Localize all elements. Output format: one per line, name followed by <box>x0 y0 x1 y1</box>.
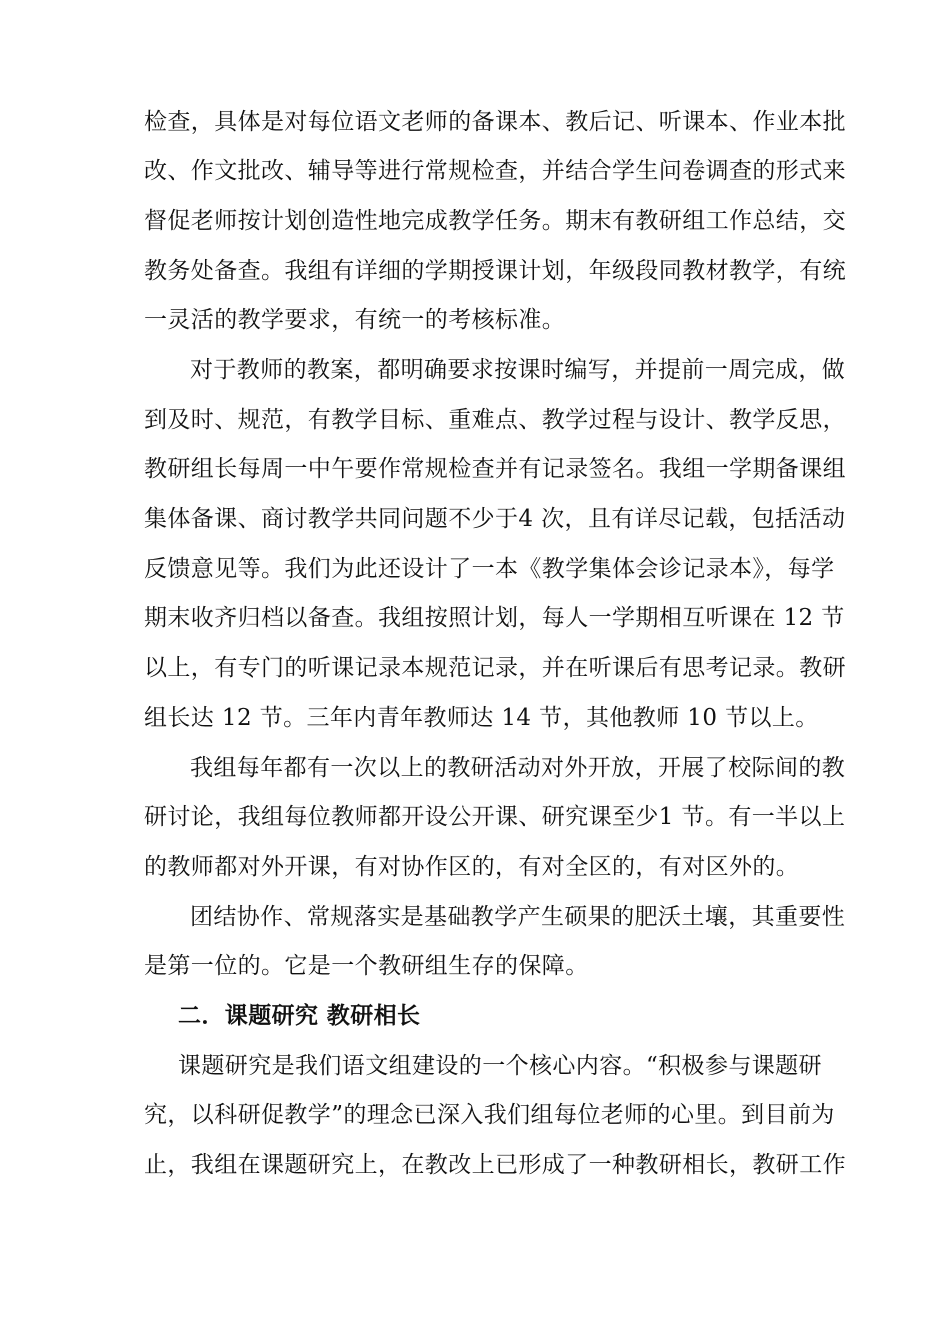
text-line: 教务处备查。我组有详细的学期授课计划，年级段同教材教学，有统 <box>144 258 846 284</box>
text-line: 组长达 12 节。三年内青年教师达 14 节，其他教师 10 节以上。 <box>144 705 819 731</box>
paragraph-first-line: 课题研究是我们语文组建设的一个核心内容。“积极参与课题研 <box>178 1053 822 1079</box>
text-line: 到及时、规范，有教学目标、重难点、教学过程与设计、教学反思， <box>144 407 846 433</box>
text-line: 检查，具体是对每位语文老师的备课本、教后记、听课本、作业本批 <box>144 109 846 135</box>
text-line: 督促老师按计划创造性地完成教学任务。期末有教研组工作总结，交 <box>144 208 846 234</box>
text-line: 教研组长每周一中午要作常规检查并有记录签名。我组一学期备课组 <box>144 456 846 482</box>
text-line: 改、作文批改、辅导等进行常规检查，并结合学生问卷调查的形式来 <box>144 158 846 184</box>
text-line: 的教师都对外开课，有对协作区的，有对全区的，有对区外的。 <box>144 854 800 880</box>
text-line: 研讨论，我组每位教师都开设公开课、研究课至少1 节。有一半以上 <box>144 804 846 830</box>
text-line: 集体备课、商讨教学共同问题不少于4 次，且有详尽记载，包括活动 <box>144 506 846 532</box>
text-line: 一灵活的教学要求，有统一的考核标准。 <box>144 307 566 333</box>
text-line: 反馈意见等。我们为此还设计了一本《教学集体会诊记录本》，每学 <box>144 556 835 582</box>
text-line: 是第一位的。它是一个教研组生存的保障。 <box>144 953 589 979</box>
text-line: 期末收齐归档以备查。我组按照计划，每人一学期相互听课在 12 节 <box>144 605 845 631</box>
section-heading: 二．课题研究 教研相长 <box>178 1002 421 1029</box>
text-line: 止，我组在课题研究上，在教改上已形成了一种教研相长，教研工作 <box>144 1152 846 1178</box>
paragraph-first-line: 我组每年都有一次以上的教研活动对外开放，开展了校际间的教 <box>190 755 846 781</box>
text-line: 究，以科研促教学”的理念已深入我们组每位老师的心里。到目前为 <box>144 1102 835 1128</box>
text-line: 以上，有专门的听课记录本规范记录，并在听课后有思考记录。教研 <box>144 655 846 681</box>
paragraph-first-line: 对于教师的教案，都明确要求按课时编写，并提前一周完成，做 <box>190 357 846 383</box>
paragraph-first-line: 团结协作、常规落实是基础教学产生硕果的肥沃土壤，其重要性 <box>190 904 846 930</box>
